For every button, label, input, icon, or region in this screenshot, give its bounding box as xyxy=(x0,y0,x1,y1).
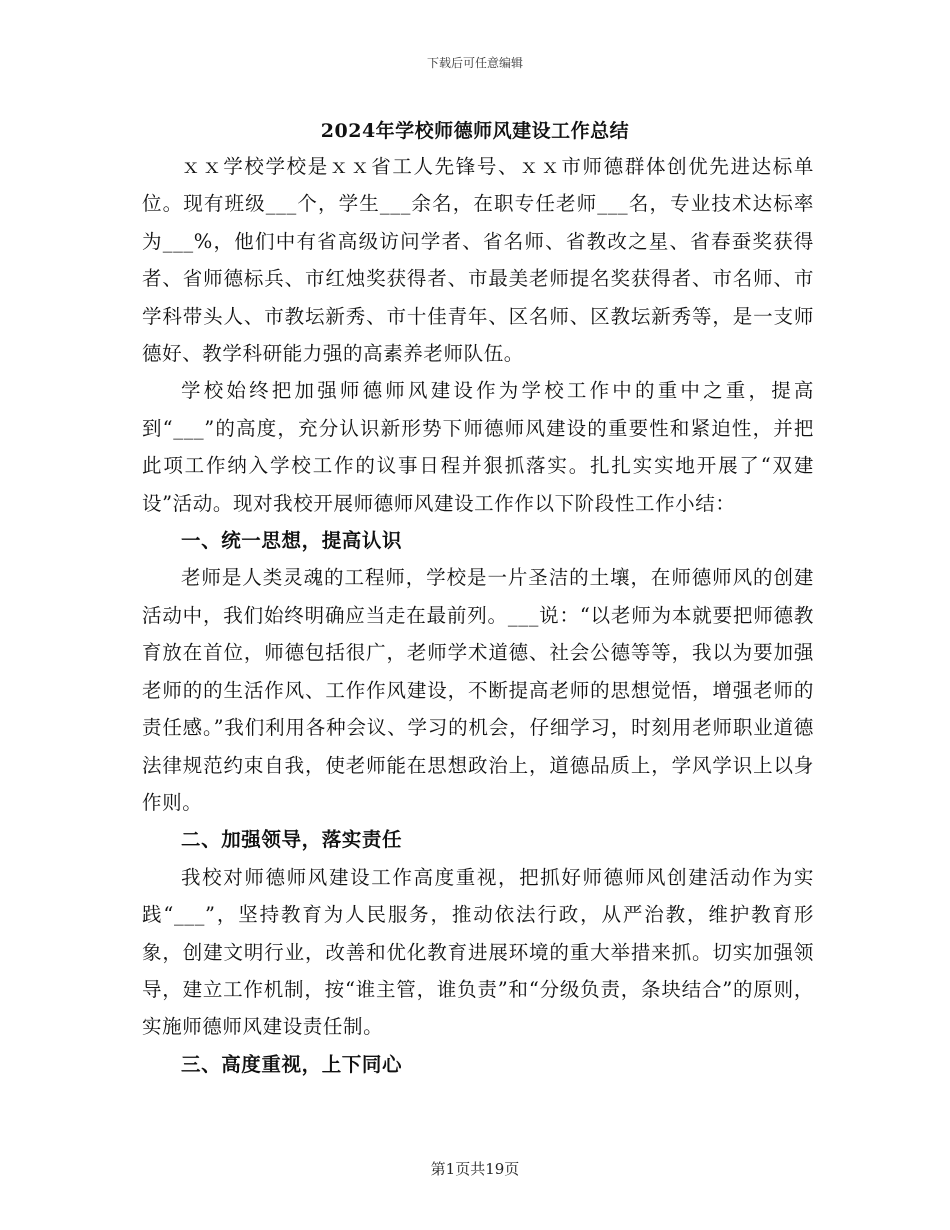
paragraph-overview: 学校始终把加强师德师风建设作为学校工作中的重中之重，提高到“___”的高度，充分认识新形势下师德师风建设的重要性和紧迫性，并把此项工作纳入学校工作的议事日程并狠抓落实。扎扎实实地开展了“双建设”活动。现对我校开展师德师风建设工作作以下阶段性工作小结： xyxy=(142,379,814,515)
page-footer: 第1页共19页 xyxy=(430,1160,520,1178)
document-title: 2024年学校师德师风建设工作总结 xyxy=(320,120,630,142)
paragraph-section-2: 我校对师德师风建设工作高度重视，把抓好师德师风创建活动作为实践“___”，坚持教育为人民服务，推动依法行政，从严治教，维护教育形象，创建文明行业，改善和优化教育进展环境的重大举措来抓。切实加强领导，建立工作机制，按“谁主管，谁负责”和“分级负责，条块结合”的原则，实施师德师风建设责任制。 xyxy=(142,865,814,1039)
header-note: 下载后可任意编辑 xyxy=(426,56,523,70)
paragraph-section-1: 老师是人类灵魂的工程师，学校是一片圣洁的土壤，在师德师风的创建活动中，我们始终明确应当走在最前列。___说：“以老师为本就要把师德教育放在首位，师德包括很广，老师学术道德、社会公德等等，我以为要加强老师的的生活作风、工作作风建设，不断提高老师的思想觉悟，增强老师的责任感。”我们利用各种会议、学习的机会，仔细学习，时刻用老师职业道德法律规范约束自我，使老师能在思想政治上，道德品质上，学风学识上以身作则。 xyxy=(142,566,814,814)
section-heading-1: 一、统一思想，提高认识 xyxy=(181,529,403,553)
paragraph-intro: ｘｘ学校学校是ｘｘ省工人先锋号、ｘｘ市师德群体创优先进达标单位。现有班级___个，学生___余名，在职专任老师___名，专业技术达标率为___%，他们中有省高级访问学者、省名师、省教改之星、省春蚕奖获得者、省师德标兵、市红烛奖获得者、市最美老师提名奖获得者、市名师、市学科带头人、市教坛新秀、市十佳青年、区名师、区教坛新秀等，是一支师德好、教学科研能力强的高素养老师队伍。 xyxy=(142,155,814,366)
section-heading-3: 三、高度重视，上下同心 xyxy=(181,1052,403,1076)
section-heading-2: 二、加强领导，落实责任 xyxy=(181,828,403,852)
document-body xyxy=(142,148,814,1083)
